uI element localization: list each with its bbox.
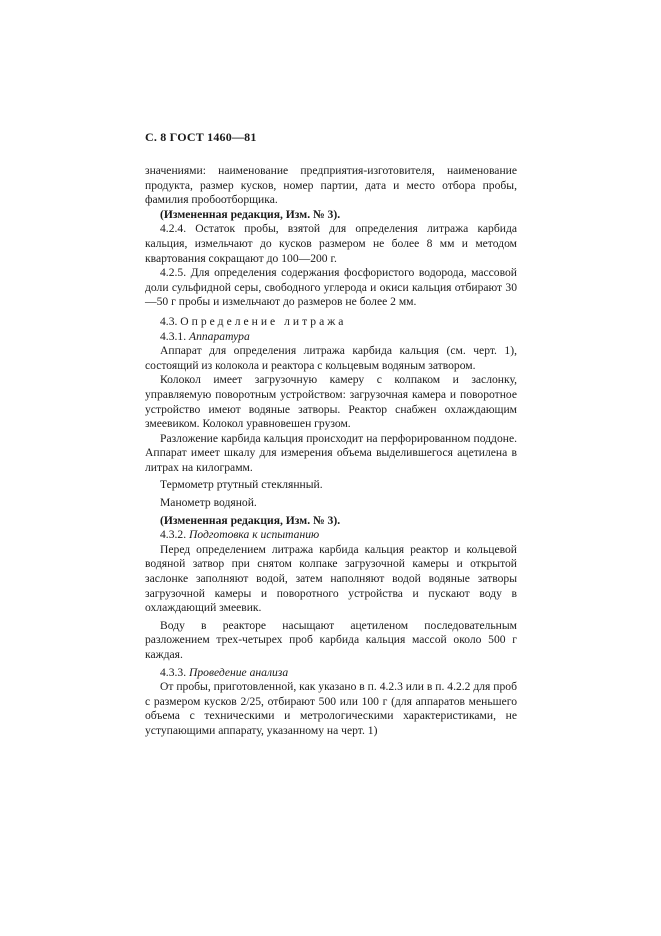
- paragraph-decomposition: Разложение карбида кальция происходит на перфорированном поддоне. Аппарат имеет шкалу для измерения объема выделившегося ацетилена в литрах на килограмм.: [145, 431, 517, 474]
- page-header: С. 8 ГОСТ 1460—81: [145, 130, 257, 144]
- section-4-3-number: 4.3.: [160, 314, 178, 328]
- paragraph-4-2-4: 4.2.4. Остаток пробы, взятой для определения литража карбида кальция, измельчают до кусков размером не более 8 мм и методом квартования сокращают до 100—200 г.: [145, 222, 517, 265]
- section-4-3-2-title: Подготовка к испытанию: [189, 528, 320, 542]
- section-4-3-3-title: Проведение анализа: [189, 665, 289, 679]
- paragraph-manometer: Манометр водяной.: [160, 496, 257, 510]
- section-4-3-1-number: 4.3.1.: [160, 329, 187, 343]
- document-body: [145, 164, 517, 739]
- paragraph-thermometer: Термометр ртутный стеклянный.: [160, 478, 323, 492]
- section-4-3-heading: [145, 315, 517, 330]
- section-4-3-3-heading: [145, 666, 517, 681]
- paragraph-saturation: Воду в реакторе насыщают ацетиленом последовательным разложением трех-четырех проб карбида кальция массой около 500 г каждая.: [145, 618, 517, 661]
- section-4-3-3-number: 4.3.3.: [160, 665, 187, 679]
- paragraph-4-2-5: 4.2.5. Для определения содержания фосфористого водорода, массовой доли сульфидной серы, свободного углерода и окиси кальция отбирают 30—50 г пробы и измельчают до размеров не более 2 мм.: [145, 266, 517, 309]
- paragraph-labeling: значениями: наименование предприятия-изготовителя, наименование продукта, размер кусков, номер партии, дата и место отбора пробы, фамилия пробоотборщика.: [145, 164, 517, 207]
- paragraph-analysis: От пробы, приготовленной, как указано в п. 4.2.3 или в п. 4.2.2 для проб с размером кусков 2/25, отбирают 500 или 100 г (для аппаратов меньшего объема с техническими и метрологическими характеристиками, не уступающими аппарату, указанному на черт. 1): [145, 680, 517, 737]
- section-4-3-title: Определение литража: [180, 314, 347, 328]
- revision-note-2: (Измененная редакция, Изм. № 3).: [160, 513, 341, 527]
- section-4-3-2-heading: [145, 528, 517, 543]
- paragraph-bell: Колокол имеет загрузочную камеру с колпаком и заслонку, управляемую поворотным устройством: загрузочная камера и поворотное устройство имеют водяные затворы. Реактор снабжен охлаждающим змеевиком. Колокол уравновешен грузом.: [145, 373, 517, 431]
- paragraph-apparatus: Аппарат для определения литража карбида кальция (см. черт. 1), состоящий из колокола и реактора с кольцевым водяным затвором.: [145, 344, 517, 372]
- paragraph-preparation: Перед определением литража карбида кальция реактор и кольцевой водяной затвор при снятом колпаке загрузочной камеры и открытой заслонке заполняют водой, затем наполняют водой водяные затворы загрузочной камеры и поворотного устройства и пускают воду в охлаждающий змеевик.: [145, 542, 517, 615]
- section-4-3-1-heading: [145, 330, 517, 345]
- section-4-3-2-number: 4.3.2.: [160, 528, 187, 542]
- revision-note-1: (Измененная редакция, Изм. № 3).: [160, 207, 341, 221]
- section-4-3-1-title: Аппаратура: [189, 329, 250, 343]
